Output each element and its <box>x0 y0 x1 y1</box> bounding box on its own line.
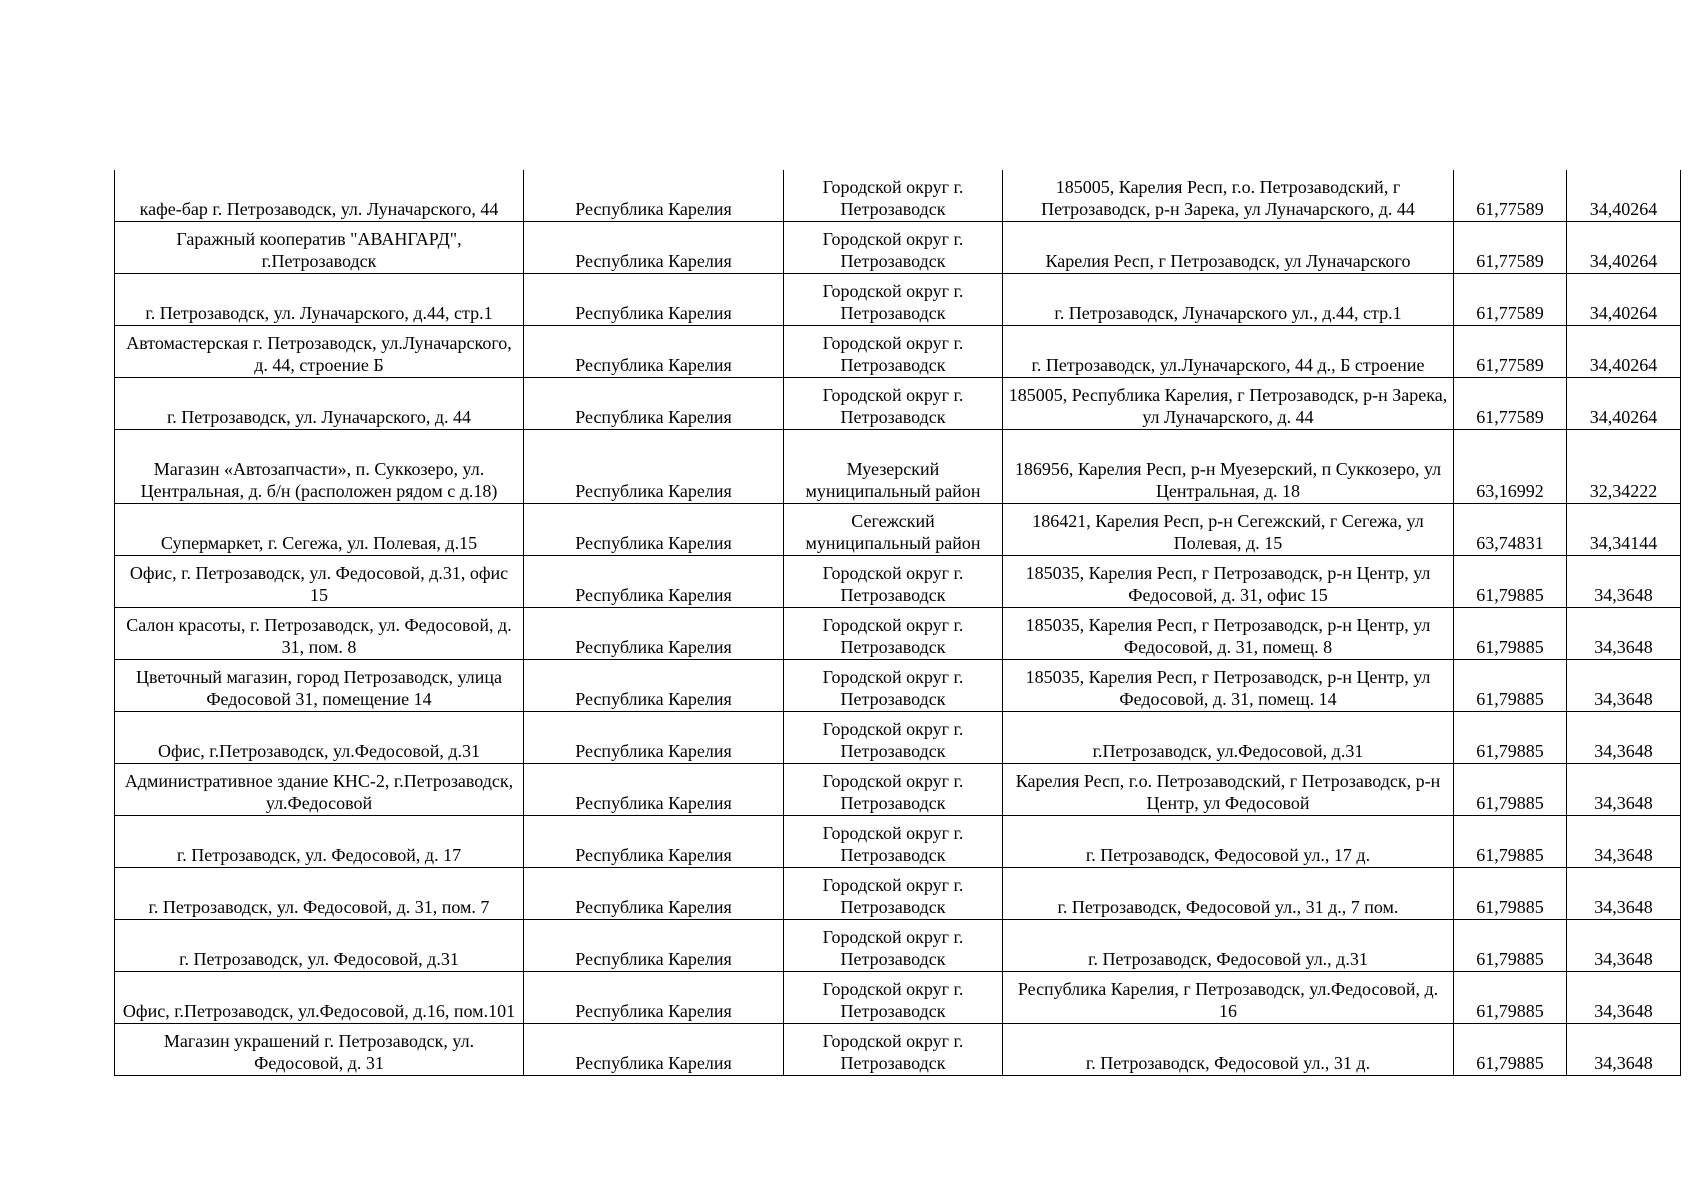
table-row <box>115 920 1681 972</box>
address-cell: 185035, Карелия Респ, г Петрозаводск, р-н Центр, ул Федосовой, д. 31, помещ. 8 <box>1003 608 1454 660</box>
table-row <box>115 764 1681 816</box>
object-name-cell: г. Петрозаводск, ул. Федосовой, д.31 <box>115 920 524 972</box>
address-table <box>114 170 1681 1076</box>
object-name-cell: Гаражный кооператив "АВАНГАРД", г.Петрозаводск <box>115 222 524 274</box>
table-row <box>115 660 1681 712</box>
municipality-cell: Сегежский муниципальный район <box>784 504 1003 556</box>
region-cell: Республика Карелия <box>524 816 784 868</box>
table-row <box>115 712 1681 764</box>
address-cell: Карелия Респ, г.о. Петрозаводский, г Петрозаводск, р-н Центр, ул Федосовой <box>1003 764 1454 816</box>
address-table-body <box>115 170 1681 1076</box>
latitude-cell: 61,79885 <box>1454 816 1567 868</box>
longitude-cell: 34,3648 <box>1567 1024 1681 1076</box>
object-name-cell: Офис, г.Петрозаводск, ул.Федосовой, д.16, пом.101 <box>115 972 524 1024</box>
region-cell: Республика Карелия <box>524 660 784 712</box>
latitude-cell: 61,79885 <box>1454 556 1567 608</box>
address-cell: 185005, Карелия Респ, г.о. Петрозаводский, г Петрозаводск, р-н Зарека, ул Луначарского, д. 44 <box>1003 170 1454 222</box>
region-cell: Республика Карелия <box>524 764 784 816</box>
latitude-cell: 61,79885 <box>1454 868 1567 920</box>
latitude-cell: 63,16992 <box>1454 430 1567 504</box>
longitude-cell: 34,34144 <box>1567 504 1681 556</box>
longitude-cell: 34,40264 <box>1567 222 1681 274</box>
table-row <box>115 504 1681 556</box>
address-cell: 185005, Республика Карелия, г Петрозаводск, р-н Зарека, ул Луначарского, д. 44 <box>1003 378 1454 430</box>
latitude-cell: 61,77589 <box>1454 222 1567 274</box>
table-row <box>115 556 1681 608</box>
municipality-cell: Городской округ г. Петрозаводск <box>784 274 1003 326</box>
municipality-cell: Городской округ г. Петрозаводск <box>784 378 1003 430</box>
municipality-cell: Городской округ г. Петрозаводск <box>784 170 1003 222</box>
region-cell: Республика Карелия <box>524 608 784 660</box>
object-name-cell: кафе-бар г. Петрозаводск, ул. Луначарского, 44 <box>115 170 524 222</box>
latitude-cell: 61,77589 <box>1454 274 1567 326</box>
address-cell: 185035, Карелия Респ, г Петрозаводск, р-н Центр, ул Федосовой, д. 31, помещ. 14 <box>1003 660 1454 712</box>
longitude-cell: 34,3648 <box>1567 764 1681 816</box>
municipality-cell: Городской округ г. Петрозаводск <box>784 1024 1003 1076</box>
address-cell: г.Петрозаводск, ул.Федосовой, д.31 <box>1003 712 1454 764</box>
municipality-cell: Городской округ г. Петрозаводск <box>784 222 1003 274</box>
latitude-cell: 61,79885 <box>1454 712 1567 764</box>
municipality-cell: Городской округ г. Петрозаводск <box>784 972 1003 1024</box>
table-row <box>115 816 1681 868</box>
region-cell: Республика Карелия <box>524 920 784 972</box>
address-cell: 185035, Карелия Респ, г Петрозаводск, р-н Центр, ул Федосовой, д. 31, офис 15 <box>1003 556 1454 608</box>
address-cell: г. Петрозаводск, Федосовой ул., д.31 <box>1003 920 1454 972</box>
latitude-cell: 61,79885 <box>1454 920 1567 972</box>
object-name-cell: г. Петрозаводск, ул. Федосовой, д. 31, пом. 7 <box>115 868 524 920</box>
address-cell: 186956, Карелия Респ, р-н Муезерский, п Суккозеро, ул Центральная, д. 18 <box>1003 430 1454 504</box>
table-row <box>115 326 1681 378</box>
longitude-cell: 34,3648 <box>1567 868 1681 920</box>
address-cell: Карелия Респ, г Петрозаводск, ул Луначарского <box>1003 222 1454 274</box>
address-cell: г. Петрозаводск, Федосовой ул., 31 д. <box>1003 1024 1454 1076</box>
object-name-cell: г. Петрозаводск, ул. Федосовой, д. 17 <box>115 816 524 868</box>
table-row <box>115 274 1681 326</box>
latitude-cell: 63,74831 <box>1454 504 1567 556</box>
object-name-cell: Цветочный магазин, город Петрозаводск, улица Федосовой 31, помещение 14 <box>115 660 524 712</box>
address-cell: Республика Карелия, г Петрозаводск, ул.Федосовой, д. 16 <box>1003 972 1454 1024</box>
table-row <box>115 608 1681 660</box>
municipality-cell: Городской округ г. Петрозаводск <box>784 764 1003 816</box>
region-cell: Республика Карелия <box>524 868 784 920</box>
municipality-cell: Муезерский муниципальный район <box>784 430 1003 504</box>
region-cell: Республика Карелия <box>524 972 784 1024</box>
municipality-cell: Городской округ г. Петрозаводск <box>784 660 1003 712</box>
table-row <box>115 868 1681 920</box>
table-row <box>115 170 1681 222</box>
object-name-cell: Офис, г.Петрозаводск, ул.Федосовой, д.31 <box>115 712 524 764</box>
longitude-cell: 34,40264 <box>1567 170 1681 222</box>
latitude-cell: 61,77589 <box>1454 378 1567 430</box>
region-cell: Республика Карелия <box>524 378 784 430</box>
region-cell: Республика Карелия <box>524 222 784 274</box>
municipality-cell: Городской округ г. Петрозаводск <box>784 326 1003 378</box>
longitude-cell: 34,40264 <box>1567 326 1681 378</box>
latitude-cell: 61,79885 <box>1454 972 1567 1024</box>
latitude-cell: 61,77589 <box>1454 170 1567 222</box>
table-row <box>115 222 1681 274</box>
longitude-cell: 34,3648 <box>1567 920 1681 972</box>
municipality-cell: Городской округ г. Петрозаводск <box>784 556 1003 608</box>
table-row <box>115 378 1681 430</box>
longitude-cell: 34,3648 <box>1567 556 1681 608</box>
region-cell: Республика Карелия <box>524 430 784 504</box>
municipality-cell: Городской округ г. Петрозаводск <box>784 712 1003 764</box>
object-name-cell: Административное здание КНС-2, г.Петрозаводск, ул.Федосовой <box>115 764 524 816</box>
latitude-cell: 61,79885 <box>1454 660 1567 712</box>
region-cell: Республика Карелия <box>524 326 784 378</box>
address-cell: г. Петрозаводск, Луначарского ул., д.44, стр.1 <box>1003 274 1454 326</box>
longitude-cell: 34,40264 <box>1567 274 1681 326</box>
object-name-cell: г. Петрозаводск, ул. Луначарского, д.44, стр.1 <box>115 274 524 326</box>
address-cell: г. Петрозаводск, Федосовой ул., 17 д. <box>1003 816 1454 868</box>
longitude-cell: 34,3648 <box>1567 608 1681 660</box>
region-cell: Республика Карелия <box>524 274 784 326</box>
table-row <box>115 972 1681 1024</box>
region-cell: Республика Карелия <box>524 556 784 608</box>
region-cell: Республика Карелия <box>524 712 784 764</box>
longitude-cell: 34,40264 <box>1567 378 1681 430</box>
table-row <box>115 1024 1681 1076</box>
latitude-cell: 61,79885 <box>1454 1024 1567 1076</box>
address-cell: 186421, Карелия Респ, р-н Сегежский, г Сегежа, ул Полевая, д. 15 <box>1003 504 1454 556</box>
longitude-cell: 34,3648 <box>1567 712 1681 764</box>
region-cell: Республика Карелия <box>524 1024 784 1076</box>
latitude-cell: 61,79885 <box>1454 764 1567 816</box>
longitude-cell: 32,34222 <box>1567 430 1681 504</box>
object-name-cell: Офис, г. Петрозаводск, ул. Федосовой, д.31, офис 15 <box>115 556 524 608</box>
municipality-cell: Городской округ г. Петрозаводск <box>784 608 1003 660</box>
object-name-cell: Автомастерская г. Петрозаводск, ул.Луначарского, д. 44, строение Б <box>115 326 524 378</box>
municipality-cell: Городской округ г. Петрозаводск <box>784 868 1003 920</box>
address-cell: г. Петрозаводск, Федосовой ул., 31 д., 7 пом. <box>1003 868 1454 920</box>
address-cell: г. Петрозаводск, ул.Луначарского, 44 д., Б строение <box>1003 326 1454 378</box>
region-cell: Республика Карелия <box>524 504 784 556</box>
longitude-cell: 34,3648 <box>1567 660 1681 712</box>
municipality-cell: Городской округ г. Петрозаводск <box>784 816 1003 868</box>
object-name-cell: Магазин «Автозапчасти», п. Суккозеро, ул. Центральная, д. б/н (расположен рядом с д.18) <box>115 430 524 504</box>
object-name-cell: г. Петрозаводск, ул. Луначарского, д. 44 <box>115 378 524 430</box>
region-cell: Республика Карелия <box>524 170 784 222</box>
longitude-cell: 34,3648 <box>1567 816 1681 868</box>
object-name-cell: Супермаркет, г. Сегежа, ул. Полевая, д.15 <box>115 504 524 556</box>
municipality-cell: Городской округ г. Петрозаводск <box>784 920 1003 972</box>
object-name-cell: Салон красоты, г. Петрозаводск, ул. Федосовой, д. 31, пом. 8 <box>115 608 524 660</box>
latitude-cell: 61,79885 <box>1454 608 1567 660</box>
longitude-cell: 34,3648 <box>1567 972 1681 1024</box>
object-name-cell: Магазин украшений г. Петрозаводск, ул. Федосовой, д. 31 <box>115 1024 524 1076</box>
latitude-cell: 61,77589 <box>1454 326 1567 378</box>
table-row <box>115 430 1681 504</box>
